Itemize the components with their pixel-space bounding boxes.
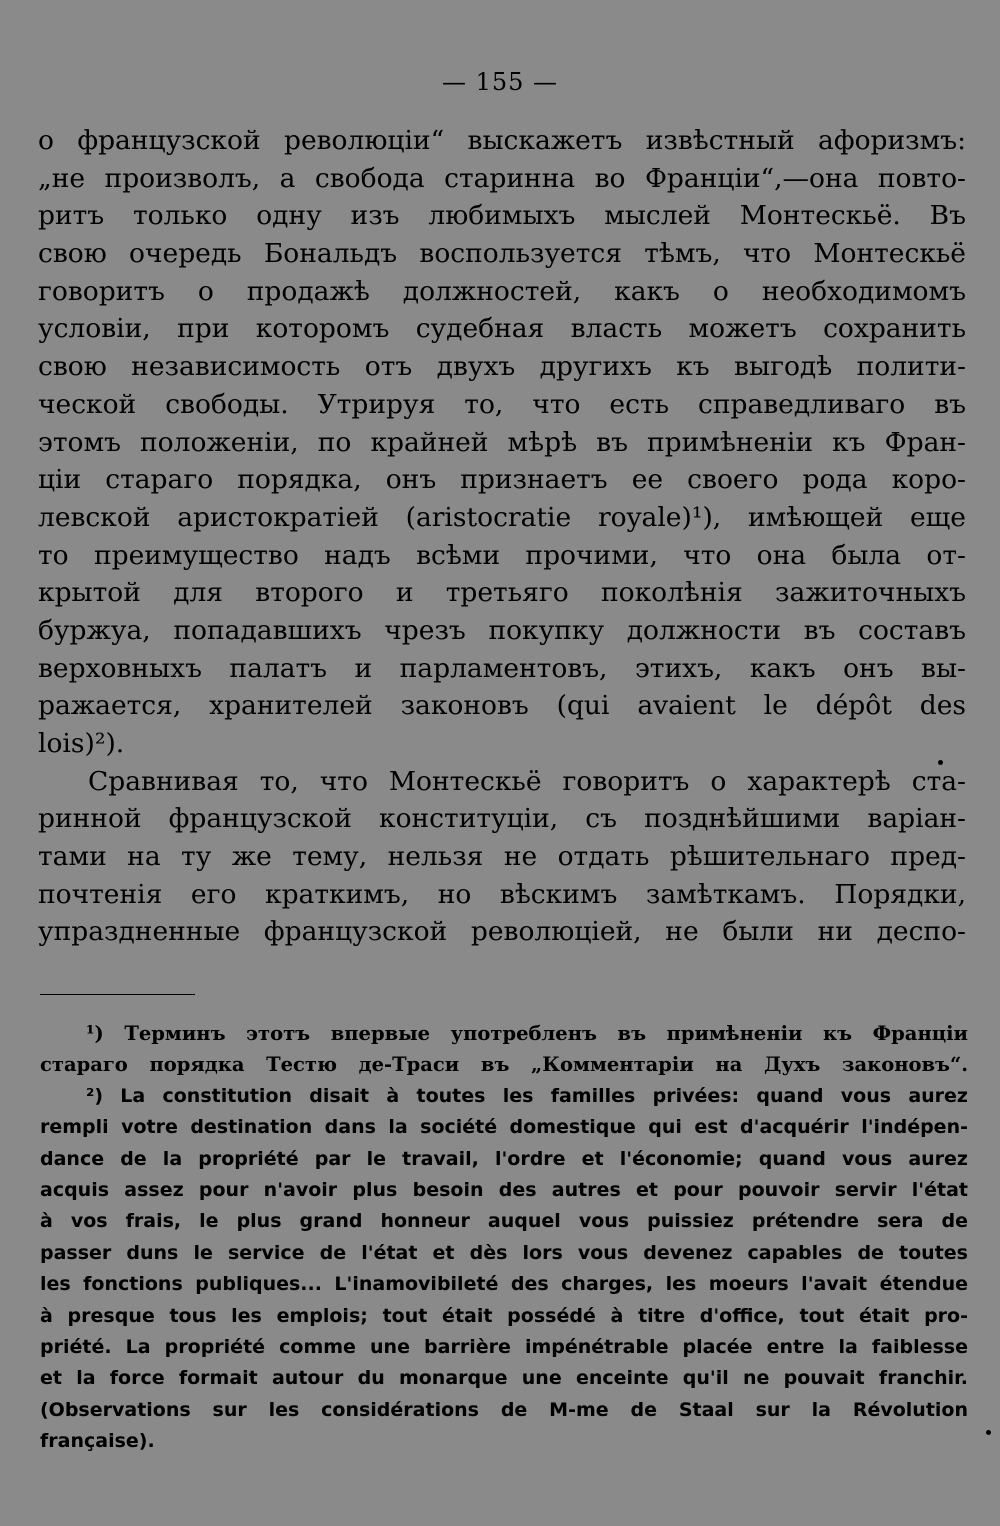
text-line: ритъ только одну изъ любимыхъ мыслей Монтескьё. Въ	[38, 200, 966, 232]
text-line: то преимущество надъ всѣми прочими, что она была от-	[38, 539, 966, 571]
footnote-2-line: dance de la propriété par le travail, l'ordre et l'économie; quand vous aurez	[40, 1147, 968, 1170]
footnote-2-line: française).	[40, 1430, 155, 1453]
footnote-2-line: les fonctions publiques... L'inamovibileté des charges, les moeurs l'avait étendue	[40, 1273, 968, 1296]
footnote-2-line: acquis assez pour n'avoir plus besoin des autres et pour pouvoir servir l'état	[40, 1178, 968, 1201]
footnote-2-line: passer duns le service de l'état et dès lors vous devenez capables de toutes	[40, 1241, 968, 1264]
footnotes	[40, 1018, 968, 1457]
main-text	[38, 122, 966, 951]
text-line: почтенія его краткимъ, но вѣскимъ замѣткамъ. Порядки,	[38, 878, 966, 910]
text-line: lois)²).	[38, 728, 125, 759]
print-speck	[938, 760, 943, 765]
footnote-divider	[40, 994, 195, 995]
footnote-2-line: ²) La constitution disait à toutes les familles privées: quand vous aurez	[86, 1084, 968, 1107]
footnote-2-line: à presque tous les emplois; tout était possédé à titre d'office, tout était pro-	[40, 1304, 968, 1327]
text-line: свою независимость отъ двухъ другихъ къ выгодѣ полити-	[38, 351, 966, 383]
text-line: ринной французской конституціи, съ позднѣйшими варіан-	[38, 803, 966, 835]
text-line: этомъ положеніи, по крайней мѣрѣ въ примѣненіи къ Фран-	[38, 426, 966, 458]
footnote-2-line: à vos frais, le plus grand honneur auquel vous puissiez prétendre sera de	[40, 1210, 968, 1233]
text-line: говоритъ о продажѣ должностей, какъ о необходимомъ	[38, 275, 966, 307]
page-number: — 155 —	[441, 68, 559, 96]
text-line: буржуа, попадавшихъ чрезъ покупку должности въ составъ	[38, 614, 966, 646]
text-line: ческой свободы. Утрируя то, что есть справедливаго въ	[38, 388, 966, 420]
text-line: о французской революціи“ выскажетъ извѣстный афоризмъ:	[38, 125, 966, 156]
text-line: упраздненные французской революціей, не были ни деспо-	[38, 916, 966, 948]
paragraph-start-line: Сравнивая то, что Монтескьё говоритъ о характерѣ ста-	[88, 765, 966, 797]
text-line: ціи стараго порядка, онъ признаетъ ее своего рода коро-	[38, 464, 966, 496]
text-line: „не произволъ, а свобода старинна во Франціи“,—она повто-	[38, 162, 966, 194]
text-line: ражается, хранителей законовъ (qui avaient le dépôt des	[38, 690, 966, 722]
text-line: верховныхъ палатъ и парламентовъ, этихъ, какъ онъ вы-	[38, 652, 966, 684]
text-line: левской аристократіей (aristocratie royale)¹), имѣющей еще	[38, 501, 966, 533]
footnote-2-line: priété. La propriété comme une barrière impénétrable placée entre la faiblesse	[40, 1335, 968, 1358]
print-speck	[986, 1430, 991, 1435]
footnote-2-line: (Observations sur les considérations de M-me de Staal sur la Révolution	[40, 1398, 968, 1421]
text-line: условіи, при которомъ судебная власть можетъ сохранить	[38, 313, 966, 345]
footnote-1-line: стараго порядка Тестю де-Траси въ „Комментаріи на Духъ законовъ“.	[40, 1053, 968, 1077]
footnote-2-line: rempli votre destination dans la société domestique qui est d'acquérir l'indépen-	[40, 1116, 968, 1139]
footnote-1-line: ¹) Терминъ этотъ впервые употребленъ въ примѣненіи къ Франціи	[86, 1022, 968, 1045]
text-line: тами на ту же тему, нельзя не отдать рѣшительнаго пред-	[38, 841, 966, 873]
text-line: крытой для второго и третьяго поколѣнія зажиточныхъ	[38, 577, 966, 609]
footnote-2-line: et la force formait autour du monarque une enceinte qu'il ne pouvait franchir.	[40, 1367, 968, 1390]
text-line: свою очередь Бональдъ воспользуется тѣмъ, что Монтескьё	[38, 238, 966, 270]
